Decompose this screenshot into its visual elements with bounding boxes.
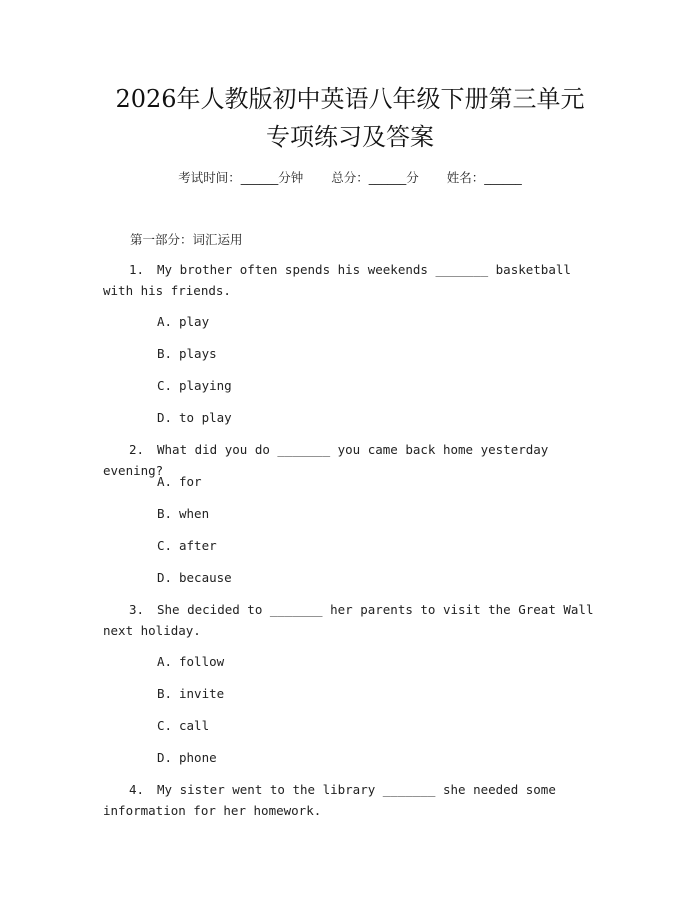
document-title-line-1: 2026年人教版初中英语八年级下册第三单元 bbox=[115, 85, 585, 113]
question-3 bbox=[103, 599, 600, 641]
question-number: 4. bbox=[129, 782, 145, 797]
option-3c: C. call bbox=[157, 718, 210, 733]
option-1c: C. playing bbox=[157, 378, 232, 393]
option-3d: D. phone bbox=[157, 750, 217, 765]
exam-meta bbox=[0, 168, 700, 186]
option-2d: D. because bbox=[157, 570, 232, 585]
question-4 bbox=[103, 779, 600, 821]
option-1a: A. play bbox=[157, 314, 210, 329]
question-number: 2. bbox=[129, 442, 145, 457]
question-1 bbox=[103, 259, 600, 301]
document-title-line-2: 专项练习及答案 bbox=[266, 123, 434, 151]
exam-time: 考试时间：______分钟 bbox=[178, 170, 304, 185]
question-text: My brother often spends his weekends _______ basketball with his friends. bbox=[103, 262, 571, 298]
question-number: 3. bbox=[129, 602, 145, 617]
option-2a: A. for bbox=[157, 474, 202, 489]
option-3b: B. invite bbox=[157, 686, 225, 701]
question-text: What did you do _______ you came back home yesterday evening? bbox=[103, 442, 549, 478]
exam-score: 总分：______分 bbox=[331, 170, 419, 185]
option-1b: B. plays bbox=[157, 346, 217, 361]
question-text: She decided to _______ her parents to visit the Great Wall next holiday. bbox=[103, 602, 594, 638]
question-text: My sister went to the library _______ she needed some information for her homework. bbox=[103, 782, 556, 818]
option-2b: B. when bbox=[157, 506, 210, 521]
question-number: 1. bbox=[129, 262, 145, 277]
option-2c: C. after bbox=[157, 538, 217, 553]
option-1d: D. to play bbox=[157, 410, 232, 425]
section-heading: 第一部分：词汇运用 bbox=[130, 232, 243, 247]
exam-name: 姓名：______ bbox=[446, 170, 522, 185]
option-3a: A. follow bbox=[157, 654, 225, 669]
